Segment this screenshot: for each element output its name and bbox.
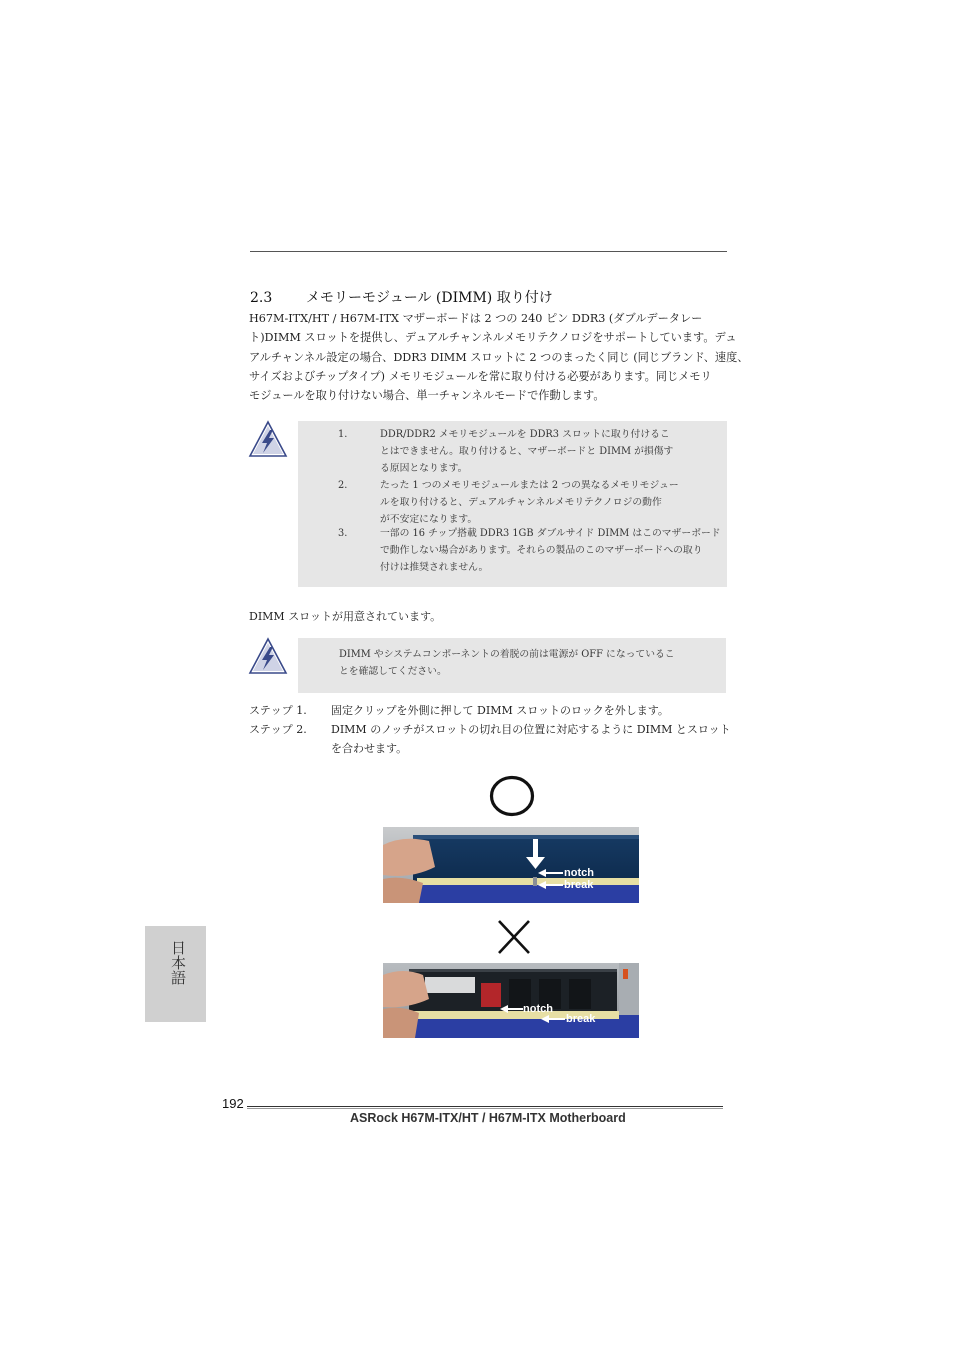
dimm-wrong-photo <box>383 963 639 1038</box>
power-note-line: DIMM やシステムコンポーネントの着脱の前は電源が OFF になっているこ <box>339 649 675 660</box>
notch-label: notch <box>523 1003 553 1015</box>
intro-line: モジュールを取り付けない場合、単一チャンネルモードで作動します。 <box>249 389 605 403</box>
caution-item-number: 2. <box>338 480 348 491</box>
power-note-line: とを確認してください。 <box>339 666 447 677</box>
language-tab-label: 日本語 <box>169 940 187 985</box>
step-item <box>249 720 729 760</box>
correct-circle-icon <box>489 775 535 821</box>
section-title: メモリーモジュール (DIMM) 取り付け <box>306 290 553 306</box>
top-rule <box>250 251 727 252</box>
caution-item-line: とはできません。取り付けると、マザーボードと DIMM が損傷す <box>380 446 674 457</box>
caution-item-line: ルを取り付けると、デュアルチャンネルメモリテクノロジの動作 <box>380 497 662 508</box>
caution-note-box <box>298 421 727 587</box>
dimm-available-text: DIMM スロットが用意されています。 <box>249 610 442 623</box>
caution-item-line: で動作しない場合があります。それらの製品のこのマザーボードへの取り <box>380 545 703 556</box>
intro-paragraph <box>249 309 749 405</box>
caution-item-line: る原因となります。 <box>380 463 468 474</box>
intro-line: サイズおよびチップタイプ) メモリモジュールを常に取り付ける必要があります。同じメモリ <box>249 369 712 383</box>
step-label: ステップ 1. <box>249 704 307 717</box>
step-item <box>249 701 729 721</box>
section-heading <box>250 287 553 307</box>
caution-item-line: 一部の 16 チップ搭載 DDR3 1GB ダブルサイド DIMM はこのマザーボード <box>380 528 721 539</box>
caution-item-line: DDR/DDR2 メモリモジュールを DDR3 スロットに取り付けるこ <box>380 429 670 440</box>
power-note-box <box>298 638 726 693</box>
wrong-cross-icon <box>496 918 532 960</box>
intro-line: H67M-ITX/HT / H67M-ITX マザーボードは 2 つの 240 ピン DDR3 (ダブルデータレー <box>249 312 703 325</box>
break-label: break <box>564 879 594 891</box>
dimm-correct-photo <box>383 827 639 903</box>
step-line: 固定クリップを外側に押して DIMM スロットのロックを外します。 <box>331 704 669 717</box>
caution-item-line: たった 1 つのメモリモジュールまたは 2 つの異なるメモリモジュー <box>380 480 679 491</box>
bottom-rule <box>247 1108 723 1109</box>
section-number: 2.3 <box>250 290 273 306</box>
break-label: break <box>566 1013 596 1025</box>
intro-line: アルチャンネル設定の場合、DDR3 DIMM スロットに 2 つのまったく同じ (同じブランド、速度、 <box>249 350 749 364</box>
language-tab <box>145 926 206 1022</box>
warning-icon <box>248 637 288 675</box>
caution-item-line: 付けは推奨されません。 <box>380 562 489 573</box>
step-line: を合わせます。 <box>331 742 408 755</box>
step-label: ステップ 2. <box>249 723 307 736</box>
step-line: DIMM のノッチがスロットの切れ目の位置に対応するように DIMM とスロット <box>331 723 731 736</box>
intro-line: ト)DIMM スロットを提供し、デュアルチャンネルメモリテクノロジをサポートしています。デュ <box>249 331 737 345</box>
caution-item-line: が不安定になります。 <box>380 514 478 525</box>
caution-item-number: 3. <box>338 528 348 539</box>
bottom-rule <box>247 1106 723 1107</box>
footer-title: ASRock H67M-ITX/HT / H67M-ITX Motherboard <box>350 1111 626 1125</box>
warning-icon <box>248 420 288 458</box>
caution-item-number: 1. <box>338 429 348 440</box>
page-number: 192 <box>222 1096 244 1111</box>
notch-label: notch <box>564 867 594 879</box>
